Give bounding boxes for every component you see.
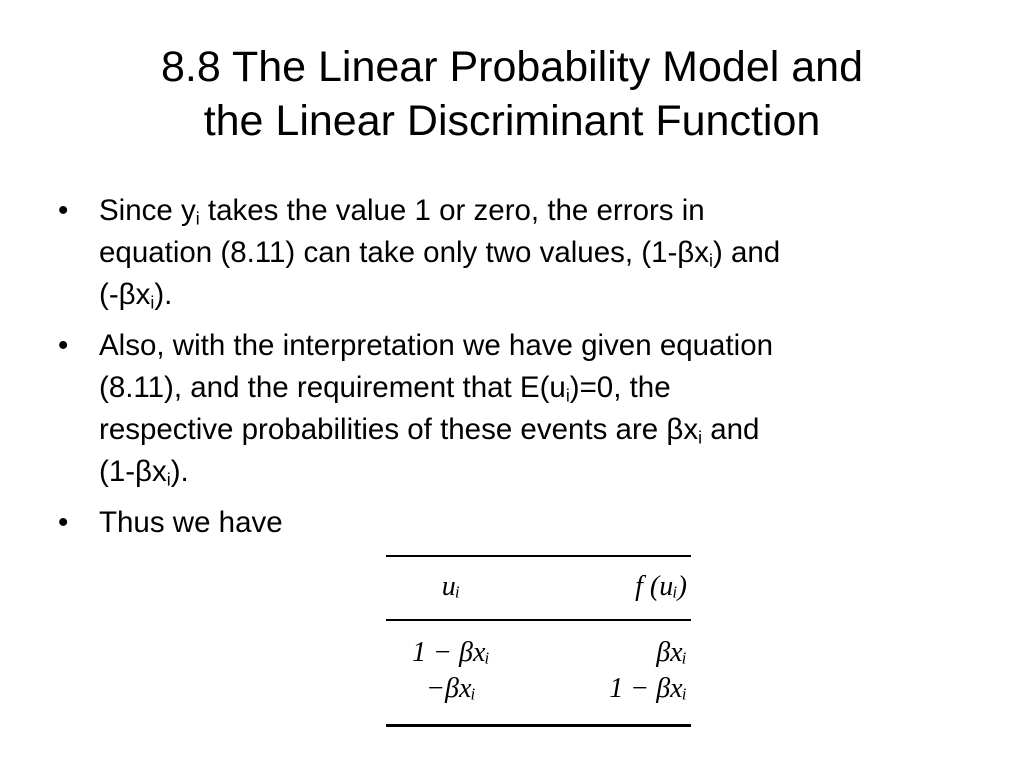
table-bottom-rule bbox=[386, 724, 691, 727]
bullet-text-line: Also, with the interpretation we have given equation bbox=[99, 329, 774, 362]
table-header-rule bbox=[386, 619, 691, 621]
bullet-text-line: Thus we have bbox=[99, 506, 283, 539]
probability-table bbox=[386, 555, 691, 728]
table-cell-f-row2: 1 − βxᵢ bbox=[609, 673, 687, 704]
bullet-text-line: respective probabilities of these events are $\beta x_i$ and bbox=[99, 413, 760, 448]
bullet-text-line: equation (8.11) can take only two values, $(1-\beta x_i)$ and bbox=[99, 236, 781, 271]
bullet-text-line: $(-\beta x_i)$. bbox=[99, 278, 173, 313]
table-top-rule bbox=[386, 555, 691, 557]
table-cell-u-row2: −βxᵢ bbox=[426, 673, 476, 704]
table-header-u: uᵢ bbox=[441, 571, 461, 602]
table-cell-u-row1: 1 − βxᵢ bbox=[412, 637, 490, 668]
bullet-text-line: $(1-\beta x_i)$. bbox=[99, 455, 189, 490]
bullet-item-errors bbox=[58, 190, 978, 316]
title-line-1: 8.8 The Linear Probability Model and bbox=[161, 43, 863, 91]
bullet-marker: • bbox=[58, 329, 69, 362]
slide-title bbox=[0, 40, 1024, 148]
bullet-text-line: Since $y_i$ takes the value 1 or zero, the errors in bbox=[99, 194, 705, 229]
bullet-marker: • bbox=[58, 194, 69, 227]
title-line-2: the Linear Discriminant Function bbox=[203, 97, 821, 145]
table-cell-f-row1: βxᵢ bbox=[656, 637, 687, 668]
bullet-item-thus bbox=[58, 502, 978, 544]
table-header-f-u: f (uᵢ) bbox=[635, 571, 687, 602]
bullet-list bbox=[58, 190, 978, 553]
bullet-item-probabilities bbox=[58, 325, 978, 493]
bullet-text-line: (8.11), and the requirement that $E(u_i)=0$, the bbox=[99, 371, 671, 406]
bullet-marker: • bbox=[58, 506, 69, 539]
